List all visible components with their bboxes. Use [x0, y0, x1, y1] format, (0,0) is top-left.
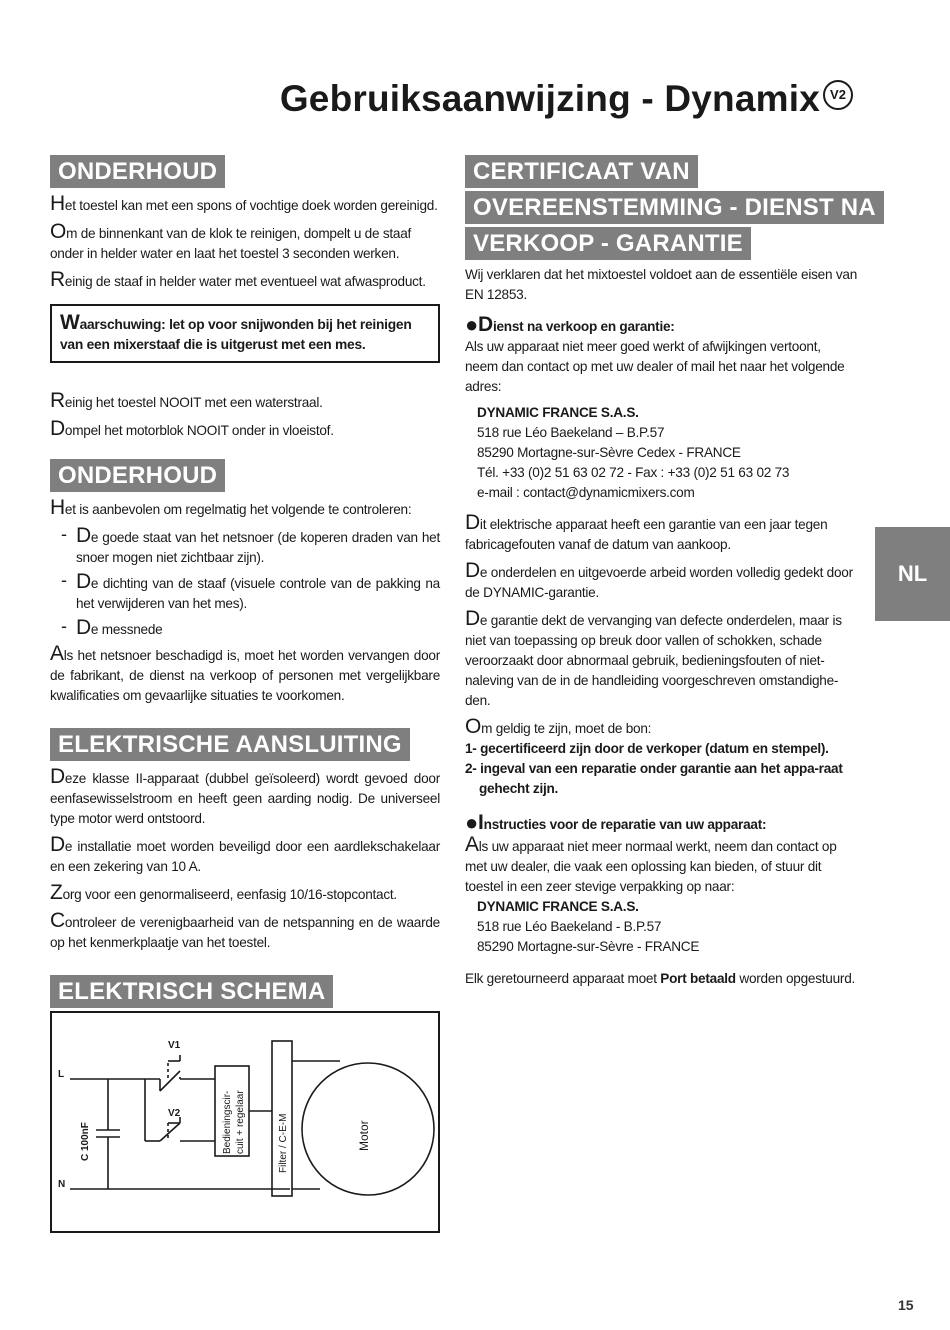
address-block: DYNAMIC FRANCE S.A.S. 518 rue Léo Baekeland - B.P.57 85290 Mortagne-sur-Sèvre - FRANCE [477, 899, 700, 954]
list-item: - De goede staat van het netsnoer (de koperen draden van het snoer mogen niet zichtbaar zijn). [61, 524, 440, 565]
paragraph: Als uw apparaat niet meer goed werkt of afwijkingen vertoont, neem dan contact op met uw dealer of mail het naar het volgende adres: [465, 339, 845, 394]
label-v1: V1 [168, 1040, 181, 1051]
section-heading-schema: ELEKTRISCH SCHEMA [50, 975, 333, 1008]
paragraph: Om de binnenkant van de klok te reinigen, dompelt u de staaf onder in helder water en laat het toestel 3 seconden werken. [50, 220, 412, 261]
bon-list [465, 739, 857, 799]
label-control-circuit-2: cuit + regelaar [235, 1090, 246, 1154]
paragraph: Als uw apparaat niet meer normaal werkt, neem dan contact op met uw dealer, die vaak een oplossing kan bieden, of stuur dit toestel in een zeer stevige verpakking op naar: [465, 833, 837, 894]
list-item: 2- ingeval van een reparatie onder garantie aan het appa-raat gehecht zijn. [465, 761, 843, 796]
page-title: Gebruiksaanwijzing - Dynamix [279, 78, 820, 119]
heading-line: OVEREENSTEMMING - DIENST NA [465, 191, 884, 224]
list-item: - De dichting van de staaf (visuele controle van de pakking na het verwijderen van het mes). [61, 570, 440, 611]
page-number: 15 [898, 1297, 914, 1313]
check-list [50, 526, 440, 640]
paragraph: Wij verklaren dat het mixtoestel voldoet aan de essentiële eisen van EN 12853. [465, 267, 857, 302]
version-badge: V2 [823, 80, 853, 110]
paragraph: Controleer de verenigbaarheid van de netspanning en de waarde op het kenmerkplaatje van het toestel. [50, 909, 440, 950]
list-item: - De messnede [61, 616, 163, 639]
heading-line: CERTIFICAAT VAN [465, 155, 698, 188]
paragraph: Zorg voor een genormaliseerd, eenfasig 10/16-stopcontact. [50, 881, 397, 904]
right-column [465, 155, 876, 995]
section-heading-onderhoud: ONDERHOUD [50, 155, 225, 188]
paragraph: Elk geretourneerd apparaat moet Port betaald worden opgestuurd. [465, 971, 856, 986]
section-heading-onderhoud-2: ONDERHOUD [50, 459, 225, 492]
paragraph: Het toestel kan met een spons of vochtige doek worden gereinigd. [50, 192, 438, 215]
language-tab: NL [875, 527, 950, 621]
label-motor: Motor [357, 1120, 371, 1151]
label-control-circuit-1: Bedieningscir- [222, 1090, 233, 1154]
subheading-dienst: ●Dienst na verkoop en garantie: [465, 312, 675, 337]
label-v2: V2 [168, 1108, 181, 1119]
paragraph: Om geldig te zijn, moet de bon: [465, 715, 652, 738]
section-heading-certificaat [465, 155, 876, 260]
paragraph: Deze klasse II-apparaat (dubbel geïsoleerd) wordt gevoed door eenfasewisselstroom en heeft geen aarding nodig. De universeel type motor werd ontstoord. [50, 765, 440, 826]
label-l: L [58, 1069, 65, 1080]
subheading-instructies: ●Instructies voor de reparatie van uw apparaat: [465, 810, 767, 835]
paragraph: De installatie moet worden beveiligd door een aardlekschakelaar en een zekering van 10 A. [50, 833, 440, 874]
section-heading-aansluiting: ELEKTRISCHE AANSLUITING [50, 728, 410, 761]
paragraph: Dompel het motorblok NOOIT onder in vloeistof. [50, 417, 334, 440]
label-n: N [58, 1179, 66, 1190]
left-column [50, 155, 440, 1008]
label-filter: Filter / C-E-M [278, 1113, 289, 1173]
label-capacitor: C 100nF [80, 1122, 91, 1161]
electrical-schematic [50, 1011, 440, 1233]
heading-line: VERKOOP - GARANTIE [465, 227, 751, 260]
list-item: 1- gecertificeerd zijn door de verkoper (datum en stempel). [465, 741, 829, 756]
paragraph: De garantie dekt de vervanging van defecte onderdelen, maar is niet van toepassing op breuk door vallen of schokken, schade veroorzaakt door abnormaal gebruik, bedieningsfouten of niet-naleving van de in de handleiding voorgeschreven omstandighe-den. [465, 607, 842, 708]
paragraph: De onderdelen en uitgevoerde arbeid worden volledig gedekt door de DYNAMIC-garantie. [465, 559, 853, 600]
paragraph: Reinig het toestel NOOIT met een waterstraal. [50, 389, 323, 412]
paragraph: Als het netsnoer beschadigd is, moet het worden vervangen door de fabrikant, de dienst na verkoop of personen met vergelijkbare kwalificaties om gevaarlijke situaties te voorkomen. [50, 642, 440, 703]
paragraph: Het is aanbevolen om regelmatig het volgende te controleren: [50, 496, 412, 519]
warning-box: Waarschuwing: let op voor snijwonden bij het reinigen van een mixerstaaf die is uitgerust met een mes. [50, 304, 440, 363]
address-block: DYNAMIC FRANCE S.A.S. 518 rue Léo Baekeland – B.P.57 85290 Mortagne-sur-Sèvre Cedex - FRANCE Tél. +33 (0)2 51 63 02 72 - Fax : +33 (0)2 51 63 02 73 e-mail : contact@dynamicmixers.com [477, 405, 790, 500]
paragraph: Reinig de staaf in helder water met eventueel wat afwasproduct. [50, 268, 426, 291]
paragraph: Dit elektrische apparaat heeft een garantie van een jaar tegen fabricagefouten vanaf de datum van aankoop. [465, 511, 828, 552]
